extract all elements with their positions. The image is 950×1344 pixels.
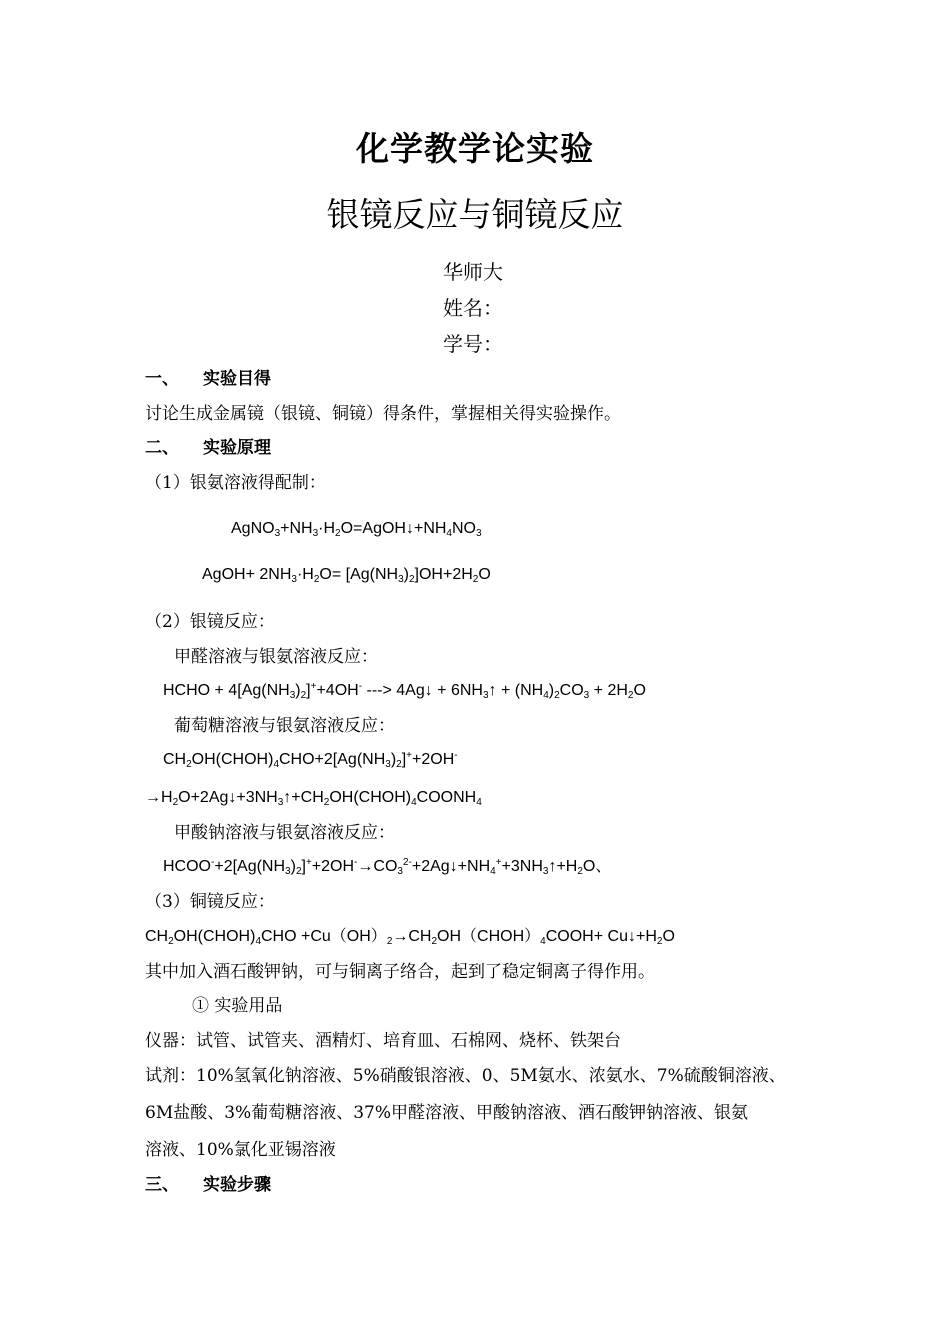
subsection-label-2: （2）银镜反应：	[145, 612, 275, 632]
reagents-line-2: 6M盐酸、3%葡萄糖溶液、37%甲醛溶液、甲酸钠溶液、酒石酸钾钠溶液、银氨	[145, 1103, 748, 1123]
equation-tollens-reagent: AgOH+ $2NH_3\cdot H_2O= [Ag(NH_3)_2]OH+2H_2O$	[202, 566, 491, 585]
section-heading-3	[145, 1177, 271, 1194]
glucose-label: 葡萄糖溶液与银氨溶液反应：	[174, 716, 395, 736]
sodium-formate-label: 甲酸钠溶液与银氨溶液反应：	[174, 823, 395, 843]
section-number: 三、	[145, 1175, 179, 1195]
reagents-line-3: 溶液、10%氯化亚锡溶液	[145, 1140, 336, 1160]
instruments-list: 仪器：试管、试管夹、酒精灯、培育皿、石棉网、烧杯、铁架台	[145, 1031, 621, 1051]
equation-copper-mirror: $CH_2OH(CHOH)_4CHO$ $+Cu(OH)_2\to CH_2OH(CHOH)_4COOH+$ $Cu↓+H_2O$	[145, 928, 675, 947]
section-number: 一、	[145, 369, 179, 389]
student-id-label: 学号：	[443, 332, 503, 356]
doc-subtitle: 银镜反应与铜镜反应	[326, 195, 624, 234]
copper-note: 其中加入酒石酸钾钠，可与铜离子络合，起到了稳定铜离子得作用。	[145, 962, 655, 982]
section-title: 实验原理	[203, 438, 271, 458]
purpose-text: 讨论生成金属镜（银镜、铜镜）得条件，掌握相关得实验操作。	[145, 404, 621, 424]
subsection-label-1: （1）银氨溶液得配制：	[145, 473, 326, 493]
section-title: 实验步骤	[203, 1175, 271, 1195]
doc-title: 化学教学论实验	[356, 129, 594, 168]
equation-silver-hydroxide: $AgNO_3+NH_3\cdot H_2O=AgOH↓+NH_4NO_3$	[231, 520, 482, 539]
equation-glucose-part2: $\to H_2O+2Ag↓+3NH_3↑+CH_2OH(CHOH)_4COONH_4$	[145, 789, 482, 808]
reagents-line-1: 试剂：10%氢氧化钠溶液、5%硝酸银溶液、0、5M氨水、浓氨水、7%硫酸铜溶液、	[145, 1066, 786, 1086]
subsection-label-3: （3）铜镜反应：	[145, 892, 275, 912]
section-heading-2	[145, 440, 271, 457]
section-number: 二、	[145, 438, 179, 458]
section-title: 实验目得	[203, 369, 271, 389]
section-heading-1	[145, 371, 271, 388]
equation-sodium-formate: $HCOO^-+2[Ag(NH_3)_2]^++2OH^-\to CO_3^{2-}+2Ag↓+NH_4^++3NH_3↑+H_2O$、	[163, 857, 612, 877]
formaldehyde-label: 甲醛溶液与银氨溶液反应：	[174, 647, 378, 667]
materials-item: ① 实验用品	[192, 996, 283, 1016]
name-label: 姓名：	[443, 296, 503, 320]
equation-glucose-part1: $CH_2OH(CHOH)_4CHO+2[Ag(NH_3)_2]^++2OH^-$	[163, 750, 458, 770]
equation-formaldehyde: HCHO + $4[Ag(NH_3)_2]^++4OH^-$ ---> 4Ag↓ + $6NH_3↑ + (NH_4)_2CO_3 + 2H_2O$	[163, 681, 646, 701]
school-name: 华师大	[443, 260, 503, 284]
